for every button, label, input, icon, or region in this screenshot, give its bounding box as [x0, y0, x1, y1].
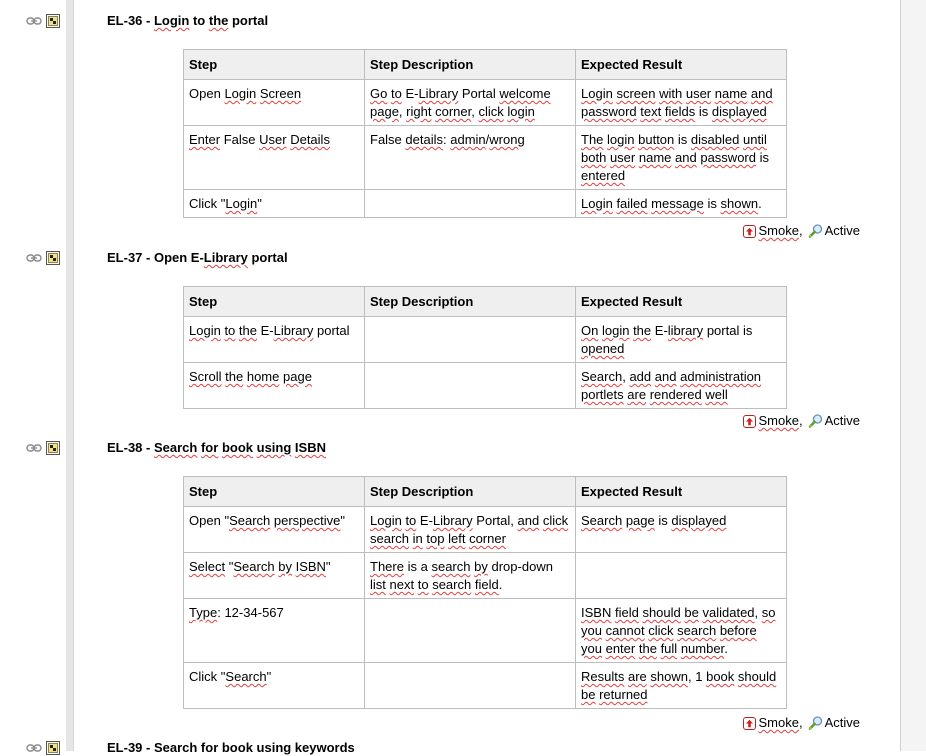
case-icons: [26, 250, 60, 266]
test-case-icon[interactable]: [46, 251, 60, 265]
step-description-cell[interactable]: [365, 599, 576, 663]
case-icons: [26, 13, 60, 29]
expected-result-cell[interactable]: The login button is disabled until both user name and password is entered: [576, 126, 787, 190]
table-row: [184, 80, 787, 126]
step-cell[interactable]: Select "Search by ISBN": [184, 553, 365, 599]
table-row: [184, 317, 787, 363]
step-description-cell[interactable]: Go to E-Library Portal welcome page, right corner, click login: [365, 80, 576, 126]
step-cell[interactable]: Type: 12-34-567: [184, 599, 365, 663]
steps-table: [183, 49, 787, 218]
case-tags: Smoke , Active: [743, 223, 861, 239]
expected-result-cell[interactable]: ISBN field should be validated, so you cannot click search before you enter the full number.: [576, 599, 787, 663]
column-header: Step: [184, 287, 365, 317]
status-magnifier-icon: [808, 223, 824, 239]
test-case-icon[interactable]: [46, 741, 60, 755]
table-row: [184, 599, 787, 663]
step-cell[interactable]: Open Login Screen: [184, 80, 365, 126]
case-title[interactable]: EL-38 - Search for book using ISBN: [107, 440, 326, 455]
expected-result-cell[interactable]: On login the E-library portal is opened: [576, 317, 787, 363]
link-chain-icon[interactable]: [26, 15, 42, 27]
table-row: [184, 126, 787, 190]
expected-result-cell[interactable]: [576, 553, 787, 599]
case-icons: [26, 440, 60, 456]
link-chain-icon[interactable]: [26, 252, 42, 264]
steps-table: [183, 476, 787, 709]
steps-table: [183, 286, 787, 409]
case-title[interactable]: EL-36 - Login to the portal: [107, 13, 269, 28]
left-gutter: [0, 0, 68, 751]
step-cell[interactable]: Scroll the home page: [184, 363, 365, 409]
column-header: Step Description: [365, 50, 576, 80]
table-header-row: [184, 477, 787, 507]
status-label: Active: [824, 413, 860, 428]
column-header: Step Description: [365, 477, 576, 507]
expected-result-cell[interactable]: Results are shown, 1 book should be returned: [576, 663, 787, 709]
table-row: [184, 553, 787, 599]
status-magnifier-icon: [808, 715, 824, 731]
step-cell[interactable]: Click "Login": [184, 190, 365, 218]
column-header: Expected Result: [576, 50, 787, 80]
column-header: Step Description: [365, 287, 576, 317]
case-tags: Smoke , Active: [743, 715, 861, 731]
test-case-icon[interactable]: [46, 441, 60, 455]
right-scroll-track[interactable]: [901, 0, 926, 751]
link-chain-icon[interactable]: [26, 742, 42, 754]
table-header-row: [184, 50, 787, 80]
step-cell[interactable]: Login to the E-Library portal: [184, 317, 365, 363]
step-description-cell[interactable]: [365, 317, 576, 363]
table-row: [184, 507, 787, 553]
step-cell[interactable]: Enter False User Details: [184, 126, 365, 190]
table-row: [184, 363, 787, 409]
step-description-cell[interactable]: [365, 190, 576, 218]
step-description-cell[interactable]: Login to E-Library Portal, and click search in top left corner: [365, 507, 576, 553]
expected-result-cell[interactable]: Login screen with user name and password text fields is displayed: [576, 80, 787, 126]
status-label: Active: [824, 715, 860, 730]
case-icons: [26, 740, 60, 756]
step-description-cell[interactable]: There is a search by drop-down list next to search field.: [365, 553, 576, 599]
table-row: [184, 663, 787, 709]
case-tags: Smoke , Active: [743, 413, 861, 429]
column-header: Expected Result: [576, 287, 787, 317]
priority-up-arrow-icon: [743, 717, 756, 730]
column-header: Step: [184, 477, 365, 507]
priority-up-arrow-icon: [743, 415, 756, 428]
step-description-cell[interactable]: [365, 363, 576, 409]
priority-link[interactable]: Smoke: [758, 715, 799, 730]
priority-link[interactable]: Smoke: [758, 223, 799, 238]
expected-result-cell[interactable]: Search page is displayed: [576, 507, 787, 553]
test-case-icon[interactable]: [46, 14, 60, 28]
step-cell[interactable]: Click "Search": [184, 663, 365, 709]
expected-result-cell[interactable]: Login failed message is shown.: [576, 190, 787, 218]
step-description-cell[interactable]: [365, 663, 576, 709]
table-header-row: [184, 287, 787, 317]
case-title[interactable]: EL-39 - Search for book using keywords: [107, 740, 355, 755]
status-magnifier-icon: [808, 413, 824, 429]
link-chain-icon[interactable]: [26, 442, 42, 454]
step-description-cell[interactable]: False details: admin/wrong: [365, 126, 576, 190]
column-header: Expected Result: [576, 477, 787, 507]
column-header: Step: [184, 50, 365, 80]
table-row: [184, 190, 787, 218]
case-title[interactable]: EL-37 - Open E-Library portal: [107, 250, 288, 265]
priority-up-arrow-icon: [743, 225, 756, 238]
step-cell[interactable]: Open "Search perspective": [184, 507, 365, 553]
expected-result-cell[interactable]: Search, add and administration portlets are rendered well: [576, 363, 787, 409]
status-label: Active: [824, 223, 860, 238]
priority-link[interactable]: Smoke: [758, 413, 799, 428]
left-gutter-bar: [66, 0, 74, 751]
